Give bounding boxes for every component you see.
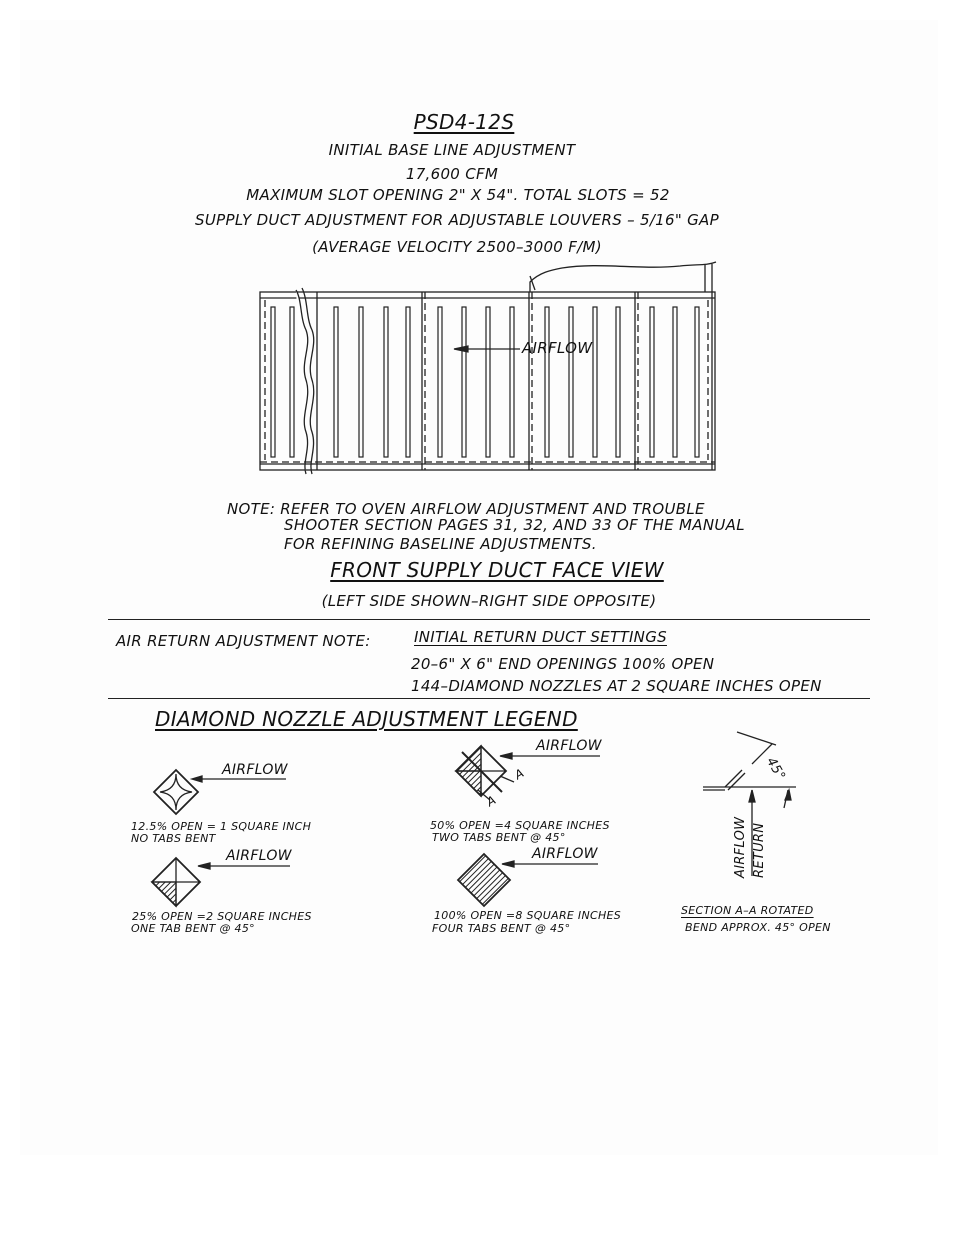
air-return-line-1: 20–6" X 6" END OPENINGS 100% OPEN	[411, 655, 715, 673]
section-title: SECTION A–A ROTATED	[681, 904, 814, 917]
legend-title: DIAMOND NOZZLE ADJUSTMENT LEGEND	[155, 707, 578, 731]
drawing-title: PSD4-12S	[413, 110, 515, 134]
legend-n3-line1: 50% OPEN =4 SQUARE INCHES	[430, 819, 610, 832]
duct-airflow-label: AIRFLOW	[522, 339, 593, 357]
section-airflow-label: AIRFLOW	[733, 816, 748, 878]
legend-n4-airflow: AIRFLOW	[532, 846, 598, 862]
legend-n3-airflow: AIRFLOW	[536, 738, 602, 754]
spec-line-4: SUPPLY DUCT ADJUSTMENT FOR ADJUSTABLE LOUVERS – 5/16" GAP	[195, 211, 719, 229]
view-title: FRONT SUPPLY DUCT FACE VIEW	[330, 558, 664, 582]
section-angle-label: 45°	[763, 755, 788, 784]
spec-line-1: INITIAL BASE LINE ADJUSTMENT	[328, 141, 576, 159]
legend-n3-section-mark-2: A	[484, 792, 499, 810]
divider-bottom	[108, 698, 870, 699]
air-return-line-2: 144–DIAMOND NOZZLES AT 2 SQUARE INCHES OPEN	[411, 677, 822, 695]
air-return-label: AIR RETURN ADJUSTMENT NOTE:	[116, 632, 371, 650]
legend-n4-line1: 100% OPEN =8 SQUARE INCHES	[434, 909, 622, 922]
legend-n1-line2: NO TABS BENT	[131, 832, 216, 845]
section-caption: BEND APPROX. 45° OPEN	[685, 921, 831, 934]
legend-n1-airflow: AIRFLOW	[222, 762, 288, 778]
legend-n3-line2: TWO TABS BENT @ 45°	[432, 831, 566, 844]
legend-n2-line2: ONE TAB BENT @ 45°	[131, 922, 255, 935]
spec-line-2: 17,600 CFM	[405, 165, 499, 183]
legend-n2-airflow: AIRFLOW	[226, 848, 292, 864]
note-line-1: NOTE: REFER TO OVEN AIRFLOW ADJUSTMENT AND TROUBLE	[227, 500, 705, 518]
air-return-heading: INITIAL RETURN DUCT SETTINGS	[414, 628, 667, 646]
spec-line-5: (AVERAGE VELOCITY 2500–3000 F/M)	[312, 238, 602, 256]
section-return-label: RETURN	[752, 822, 767, 878]
legend-n1-line1: 12.5% OPEN = 1 SQUARE INCH	[131, 820, 312, 833]
legend-n3-section-mark-1: A	[512, 765, 527, 783]
divider-top	[108, 619, 870, 620]
view-subtitle: (LEFT SIDE SHOWN–RIGHT SIDE OPPOSITE)	[321, 592, 657, 610]
legend-n4-line2: FOUR TABS BENT @ 45°	[432, 922, 571, 935]
legend-n2-line1: 25% OPEN =2 SQUARE INCHES	[132, 910, 312, 923]
spec-line-3: MAXIMUM SLOT OPENING 2" X 54". TOTAL SLOTS = 52	[246, 186, 670, 204]
note-line-3: FOR REFINING BASELINE ADJUSTMENTS.	[284, 535, 597, 553]
note-line-2: SHOOTER SECTION PAGES 31, 32, AND 33 OF THE MANUAL	[284, 516, 745, 534]
